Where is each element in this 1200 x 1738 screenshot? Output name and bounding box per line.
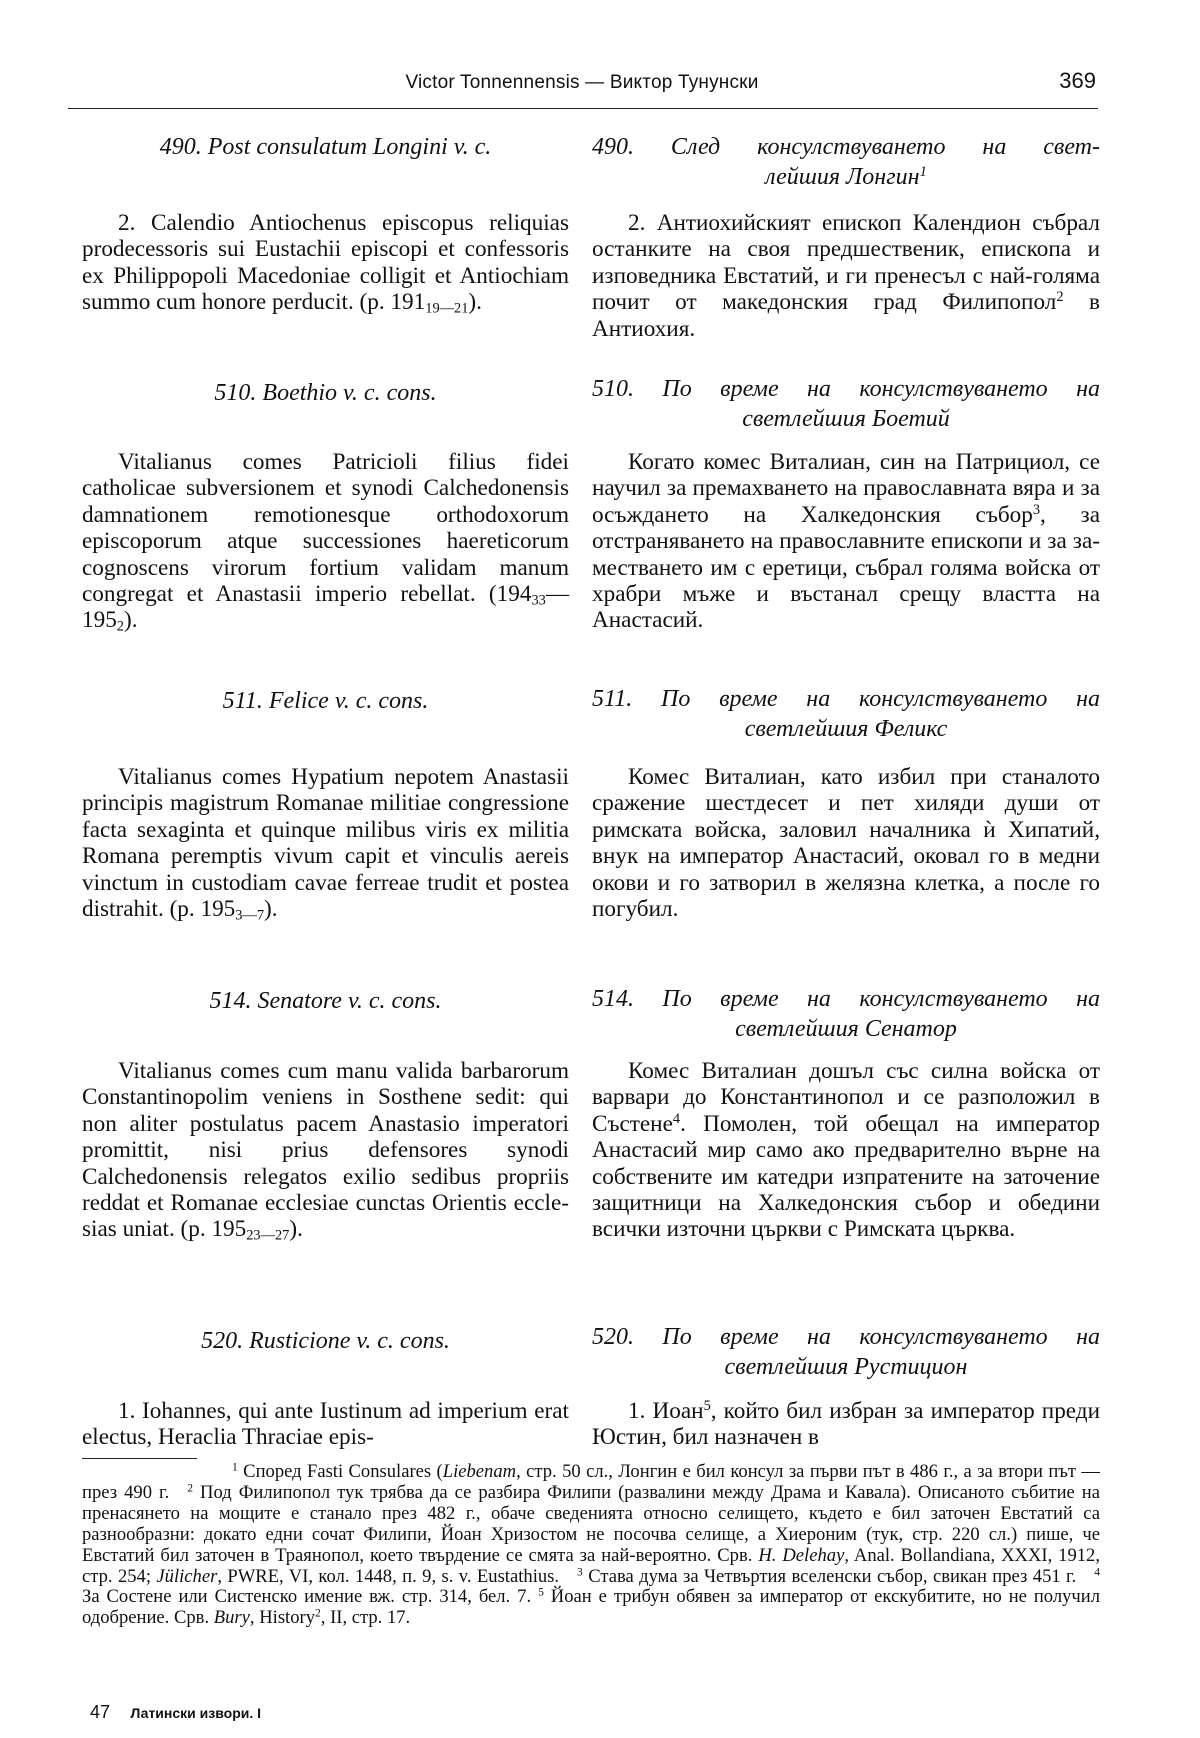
signature-text: Латински извори. I — [130, 1705, 262, 1721]
section-heading-latin-514: 514. Senatore v. c. cons. — [209, 988, 442, 1014]
footnote-mark-4: 4 — [1094, 1566, 1101, 1579]
footnote-author: Liebenam — [442, 1461, 517, 1482]
latin-column — [82, 0, 569, 1460]
section-heading-bg-510 — [592, 374, 1100, 434]
ref-close: ). — [468, 289, 482, 316]
footnote-ref-3[interactable]: 3 — [1032, 501, 1040, 518]
footnote-author: Jülicher — [156, 1565, 218, 1587]
heading-line: светлейшия Рустицион — [724, 1354, 968, 1380]
section-heading-bg-511 — [592, 684, 1100, 744]
heading-line: 520. По време на консулствуването на — [592, 1324, 1100, 1350]
section-text-bg-520 — [592, 1398, 1100, 1451]
page-ref-lines: 19—21 — [425, 300, 469, 317]
footnote-rule — [82, 1458, 197, 1459]
bg-text: 1. Иоан — [628, 1398, 704, 1424]
section-heading-latin-511: 511. Felice v. c. cons. — [222, 688, 429, 714]
section-text-latin-514 — [82, 1058, 569, 1243]
section-heading-latin-520: 520. Rusticione v. c. cons. — [201, 1328, 450, 1354]
bg-text: Комес Виталиан, като избил при станалото сражение шестдесет и пет хиляди души от римската войска, заловил началника ѝ Хипатий, внук на император Анастасий, оковал го в медни окови и го затворил в желязна клетка, а после го погубил. — [592, 764, 1100, 923]
heading-line: 514. По време на консулствуването на — [592, 986, 1100, 1012]
footnote-ref-5[interactable]: 5 — [703, 1398, 711, 1415]
footnote-mark-3: 3 — [577, 1566, 583, 1579]
heading-line: 490. След консулствуването на свет- — [592, 134, 1100, 160]
footnote-ref-2[interactable]: 2 — [1056, 289, 1064, 306]
section-heading-bg-514 — [592, 984, 1100, 1044]
ref-close: ). — [264, 896, 278, 923]
footnote-2-text: , Anal. Bollandiana, XXXI, 1912, стр. 254; — [82, 1544, 1100, 1587]
heading-line: светлейшия Сенатор — [735, 1016, 957, 1042]
bulgarian-column — [592, 0, 1100, 1460]
bg-text: 2. Антиохийският епископ Календион събрал останките на своя предшественик, епископа и изповедника Евстатий, и ги пренесъл с най-голяма почит от македонския град Филипопол — [592, 210, 1100, 316]
footnote-ref-1[interactable]: 1 — [919, 163, 927, 180]
page-ref-lines: 2 — [116, 619, 124, 636]
heading-line: 511. По време на консулствуването на — [592, 686, 1100, 712]
latin-text: Vitalianus comes Hypatium nepotem Anastasii principis magistrum Romanae militiae congressione facta sexaginta et quinque milibus viris ex militia Romana peremptis vivum capit et vinculis aereis vinctum in custodiam cavae ferreae trudit et postea distrahit. (p. 195 — [82, 764, 569, 923]
ref-mid: —195 — [82, 581, 569, 634]
footnote-2-text: Под Филипопол тук трябва да се разбира Филипи (развалини между Драма и Кавала). Описаното събитие на пренасянето на мощите е станало през 482 г., обаче сведенията относно селището, където е бил заточен Евстатий са разнообразни: докато едни сочат Филипи, Йоан Хризостом не посочва селище, а Хиероним (тук, стр. 220 сл.) пише, че Евстатий бил заточен в Траянопол, което твърдение се смята за най-вероятно. Срв. — [82, 1481, 1101, 1566]
section-text-latin-520 — [82, 1398, 569, 1451]
footnote-2-text: , PWRE, VI, кол. 1448, п. 9, s. v. Eustathius. — [217, 1565, 560, 1587]
page-ref-lines: 3—7 — [235, 907, 265, 924]
footnote-mark-1: 1 — [232, 1461, 238, 1474]
section-heading-latin-490: 490. Post consulatum Longini v. c. — [159, 134, 492, 160]
footnote-author: H. Delehay — [758, 1544, 845, 1566]
section-text-latin-510 — [82, 449, 569, 634]
footnote-mark-2: 2 — [187, 1482, 193, 1495]
footnote-mark-5: 5 — [538, 1587, 544, 1600]
footnote-5-text: Йоан е трибун обявен за император от екскубитите, но не получил одобрение. Срв. — [82, 1586, 1101, 1629]
bg-text: , за отстраняването на православните епископи и за заместването им с еретици, събрал голяма войска от храбри мъже и въстанал срещу властта на Анастасий. — [592, 501, 1100, 634]
section-heading-bg-490 — [592, 132, 1100, 192]
heading-line — [592, 162, 1100, 192]
footnote-5-text: , II, стр. 17. — [320, 1607, 411, 1629]
footnote-3-text: Става дума за Четвъртия вселенски събор, свикан през 451 г. — [588, 1565, 1077, 1587]
footnote-5-text: , History — [249, 1607, 315, 1629]
latin-text: Vitalianus comes Patricioli filius fidei catholicae subversionem et synodi Calchedonensis damnationem remotionesque orthodoxorum episcoporum atque successiones haereticorum cognoscens virorum fortium validam manum congregat et Anastasii imperio rebellat. (194 — [82, 449, 569, 608]
section-text-bg-510 — [592, 449, 1100, 634]
section-text-bg-511 — [592, 764, 1100, 922]
bg-text: Когато комес Виталиан, син на Патрициол, се научил за премахването на православната вяра и за осъждането на Халкедонския събор — [592, 449, 1100, 528]
heading-line: светлейшия Боетий — [742, 406, 950, 432]
page-ref-lines: 33 — [531, 592, 546, 609]
signature-number: 47 — [90, 1702, 111, 1722]
section-text-bg-514 — [592, 1058, 1100, 1243]
section-heading-latin-510: 510. Boethio v. c. cons. — [214, 380, 437, 406]
page-number: 369 — [1059, 68, 1096, 93]
heading-line: светлейшия Феликс — [744, 716, 948, 742]
section-heading-bg-520 — [592, 1322, 1100, 1382]
footnote-1-text: , стр. 50 сл., Лонгин е бил консул за първи път в 486 г., а за втори път — през 490 г. — [82, 1461, 1101, 1503]
edition-mark: 2 — [315, 1608, 321, 1621]
ref-close: ). — [289, 1216, 303, 1243]
section-text-bg-490 — [592, 210, 1100, 342]
footnote-ref-4[interactable]: 4 — [672, 1110, 681, 1127]
latin-text: 2. Calendio Antiochenus episcopus reliquias prodecessoris sui Eustachii episcopi et confessoris ex Philippopoli Macedoniae colligit et Antiochiam summo cum honore perducit. (p. 191 — [82, 210, 569, 316]
bg-text: Комес Виталиан дошъл със силна войска от варвари до Константинопол и се разположил в Състене — [592, 1058, 1100, 1137]
page-ref-lines: 23—27 — [246, 1228, 290, 1245]
latin-text: 1. Iohannes, qui ante Iustinum ad imperium erat electus, Heraclia Thraciae epis- — [82, 1398, 569, 1451]
heading-text: лейшия Лонгин — [765, 164, 920, 190]
footnotes — [82, 1462, 1100, 1629]
heading-line: 510. По време на консулствуването на — [592, 376, 1100, 402]
section-text-latin-490 — [82, 210, 569, 316]
bg-text: , който бил избран за император преди Юстин, бил назначен в — [592, 1398, 1100, 1451]
footnote-4-text: За Состене или Систенско имение вж. стр. 314, бел. 7. — [82, 1586, 532, 1608]
footnote-author: Bury — [213, 1607, 250, 1629]
latin-text: Vitalianus comes cum manu valida barbarorum Constantinopolim veniens in Sosthene sedit: qui non aliter postulatus pacem Anastasio imperatori promittit, nisi prius defensores synodi Calchedonensis relegatos exilio sedibus propriis reddat et Romanae ecclesiae cunctas Orientis ecclesias uniat. (p. 195 — [82, 1058, 569, 1243]
printer-signature — [90, 1702, 261, 1723]
bg-text: . Помолен, той обещал на император Анастасий мир само ако предварително върне на собствените им катедри изпратените на заточение защитници на Халкедонския събор и обедини всички източни църкви с Римската църква. — [592, 1110, 1100, 1243]
running-title: Victor Tonnennensis — Виктор Тунунски — [405, 72, 759, 93]
section-text-latin-511 — [82, 764, 569, 922]
bg-text: в Антиохия. — [592, 289, 1100, 342]
footnote-1-text: Според Fasti Consulares ( — [243, 1461, 443, 1482]
ref-close: ). — [123, 607, 138, 634]
